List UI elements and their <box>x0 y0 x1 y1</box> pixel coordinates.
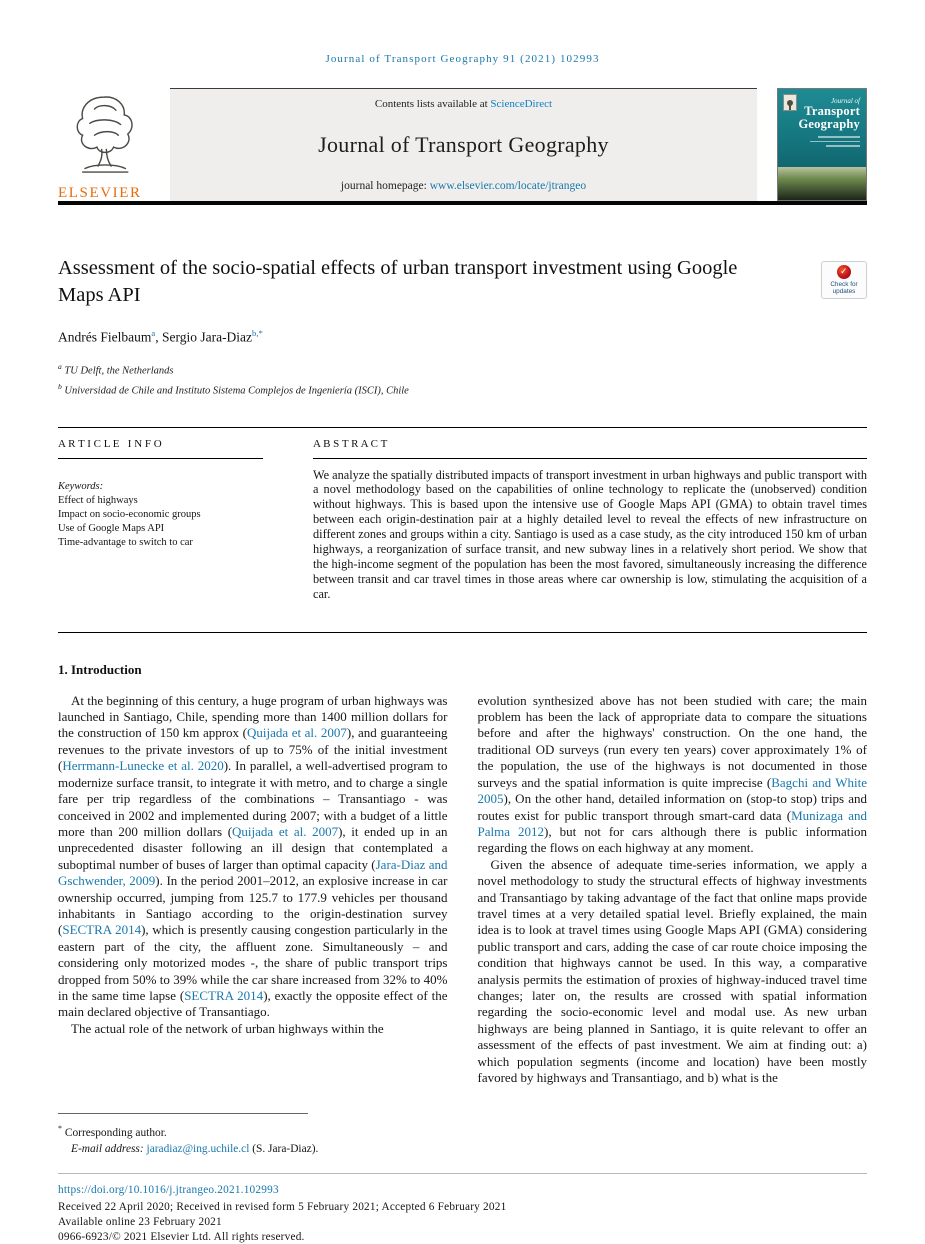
doi-link[interactable]: https://doi.org/10.1016/j.jtrangeo.2021.102993 <box>58 1184 279 1197</box>
affiliation-text: TU Delft, the Netherlands <box>64 365 174 376</box>
journal-cover-thumbnail <box>777 88 867 201</box>
contents-prefix: Contents lists available at <box>374 98 488 110</box>
homepage-link[interactable]: www.elsevier.com/locate/jtrangeo <box>429 180 587 192</box>
footnote-divider <box>58 1113 308 1114</box>
available-online: Available online 23 February 2021 <box>58 1216 222 1229</box>
article-info-column <box>58 436 263 602</box>
left-paragraphs <box>58 693 448 1038</box>
citation-link[interactable]: Quijada et al. 2007 <box>246 725 347 741</box>
corresponding-text: Corresponding author. <box>64 1127 167 1140</box>
paragraph <box>478 857 868 1087</box>
cover-title-line1: Transport <box>804 104 860 118</box>
cover-kicker: Journal of <box>831 97 860 105</box>
abstract-column <box>313 436 867 602</box>
homepage-line <box>180 180 747 192</box>
paragraph <box>478 693 868 857</box>
keywords-label: Keywords: <box>58 480 104 492</box>
article-info-heading: A R T I C L E I N F O <box>58 436 263 459</box>
right-paragraphs <box>478 693 868 1087</box>
keyword-item: Effect of highways <box>58 494 138 506</box>
cover-editor-lines <box>798 136 860 147</box>
citation-link[interactable]: Munizaga and Palma 2012 <box>477 807 867 839</box>
corresponding-author-note <box>58 1121 867 1141</box>
affiliation <box>58 379 867 400</box>
email-label: E-mail address: <box>71 1142 144 1155</box>
paragraph <box>58 1021 448 1037</box>
text-segment: ), it ended up in an unprecedented disaster following an ill design that contemplated a suboptimal number of buses of larger than optimal capacity ( <box>58 823 448 872</box>
sciencedirect-link[interactable]: ScienceDirect <box>490 98 553 110</box>
citation-link[interactable]: SECTRA 2014 <box>184 987 264 1003</box>
copyright-line: 0966-6923/© 2021 Elsevier Ltd. All rights reserved. <box>58 1231 305 1244</box>
email-suffix: (S. Jara-Diaz). <box>252 1142 319 1155</box>
email-link[interactable]: jaradiaz@ing.uchile.cl <box>146 1142 250 1155</box>
cover-photo <box>778 167 866 200</box>
journal-cover-column <box>777 88 867 201</box>
citation-link[interactable]: Quijada et al. 2007 <box>232 823 339 839</box>
section-heading-introduction: 1. Introduction <box>58 661 142 677</box>
keyword-item: Impact on socio-economic groups <box>58 508 201 520</box>
received-dates: Received 22 April 2020; Received in revised form 5 February 2021; Accepted 6 February 2021 <box>58 1201 507 1214</box>
text-segment: ), but not for cars although there is public information regarding the flows on each highway at any moment. <box>477 823 868 856</box>
journal-title: Journal of Transport Geography <box>318 132 609 157</box>
abstract-heading: A B S T R A C T <box>313 436 867 459</box>
text-segment: ), exactly the opposite effect of the main declared objective of Transantiago. <box>58 987 448 1020</box>
author-name: Andrés Fielbaum <box>58 329 152 345</box>
journal-citation: Journal of Transport Geography 91 (2021) 102993 <box>325 53 600 65</box>
text-segment: ). In the period 2001–2012, an explosive increase in car ownership occurred, jumping from 125.7 to 177.9 vehicles per thousand inhabitants in Santiago according to the origin-destination survey ( <box>58 873 448 938</box>
check-for-updates-badge[interactable] <box>821 261 867 299</box>
author-separator: , <box>155 329 162 345</box>
email-line <box>58 1142 867 1158</box>
body-left-column <box>58 662 448 1087</box>
affiliation <box>58 359 867 380</box>
text-segment: evolution synthesized above has not been studied with care; the main problem has been the lack of appropriate data to compare the situations before and after the highways' construction. On the one hand, the traditional OD surveys (run every ten years) cover approximately 1% of the population, the use of the highways is not documented in those surveys and the spatial information is quite imprecise ( <box>477 692 867 790</box>
citation-link[interactable]: Herrmann-Lunecke et al. 2020 <box>62 758 224 774</box>
article-info-abstract-section <box>58 427 867 633</box>
journal-header-box <box>170 88 757 201</box>
authors-line <box>58 328 867 346</box>
journal-header <box>58 88 867 201</box>
citation-link[interactable]: Bagchi and White 2005 <box>477 774 867 807</box>
abstract-text: We analyze the spatially distributed impacts of transport investment in urban highways and public transport with a novel methodology based on the capabilities of online technology to replicate the (unobserved) condition without highways. This is based upon the intensive use of Google Maps API (GMA) to obtain travel times between each origin-destination pair at a highly detailed level to reveal the effects of new infrastructure on different zones and groups within a city. Santiago is used as a case study, as the city introduced 150 km of urban highways, a reorganization of surface transit, and new subway lines in a relatively short period. We show that the high-income segment of the population has been the most favored, simultaneously increasing the difference between transit and car travel times in those areas where car ownership is low, stimulating the acquisition of a car. <box>313 467 867 601</box>
text-segment: ). In parallel, a well-advertised program to modernize surface transit, to integrate it with metro, and to charge a single fare per trip regardless of the combinations – Transantiago - was conceived in 2002 and implemented during 2007; with a budget of a little more than 200 million dollars ( <box>58 758 448 839</box>
text-segment: Given the absence of adequate time-series information, we apply a novel methodology to study the structural effects of highway investments and Transantiago by taking advantage of the fact that online maps provide travel times at a very detailed spatial level. Briefly explained, the main idea is to look at travel times using Google Maps API (GMA) considering public transport and cars, adding the case of car route choice imposing the condition that highways cannot be used. In this way, a comparative analysis permits the estimation of proxies of highway-induced travel time changes; later on, the results are crossed with spatial information regarding the socio-economic level and modal use. As new urban highways are being planned in Santiago, it is quite relevant to offer an assessment of the effects of past investment. We aim at finding out: a) which population segments (income and location) have been mostly favored by highways and Transantiago, and b) what is the <box>477 856 867 1085</box>
title-row <box>58 255 867 309</box>
affiliations <box>58 359 867 400</box>
paragraph <box>58 693 448 1021</box>
elsevier-wordmark: ELSEVIER <box>58 185 142 201</box>
cover-elsevier-mini-logo-icon <box>783 94 797 111</box>
body-right-column <box>478 662 868 1087</box>
asterisk-marker: * <box>58 1124 62 1134</box>
text-segment: The actual role of the network of urban highways within the <box>71 1020 384 1036</box>
article-body <box>58 662 867 1087</box>
citation-link[interactable]: Jara-Diaz and Gschwender, 2009 <box>58 856 448 889</box>
text-segment: ), which is presently causing congestion particularly in the eastern part of the city, the affluent zone. Simultaneously – and considering only motorized modes -, the share of public transport trips dropped from 50% to 39% while the car share increased from 32% to 40% in the same time lapse ( <box>58 922 448 1003</box>
author-name: Sergio Jara-Diaz <box>161 329 253 345</box>
affiliation-sup: b <box>58 382 62 391</box>
homepage-prefix: journal homepage: <box>340 180 427 192</box>
cover-titles <box>798 97 860 147</box>
crossmark-icon <box>837 265 851 279</box>
citation-link[interactable]: SECTRA 2014 <box>62 922 142 938</box>
contents-line <box>180 98 747 110</box>
article-title: Assessment of the socio-spatial effects of urban transport investment using Google Maps API <box>58 257 738 306</box>
cover-title-line2: Geography <box>798 117 860 131</box>
author-affiliation-sup[interactable]: a <box>151 328 156 338</box>
elsevier-tree-icon <box>58 90 146 178</box>
text-segment: ), and guaranteeing revenues to the private investors of up to 75% of the initial investment ( <box>58 725 448 774</box>
affiliation-text: Universidad de Chile and Instituto Sistema Complejos de Ingeniería (ISCI), Chile <box>64 385 409 397</box>
text-segment: At the beginning of this century, a huge program of urban highways was launched in Santiago, Chile, spending more than 1400 million dollars for the construction of 150 km approx ( <box>58 692 448 741</box>
keyword-item: Use of Google Maps API <box>58 522 165 534</box>
author-affiliation-sup[interactable]: b,* <box>252 328 263 338</box>
header-divider <box>58 201 867 205</box>
keyword-item: Time-advantage to switch to car <box>58 536 193 548</box>
text-segment: ), On the other hand, detailed information on (stop-to stop) trips and routes exist for public transport through smart-card data ( <box>477 791 867 823</box>
elsevier-logo <box>58 88 170 201</box>
affiliation-sup: a <box>58 361 62 371</box>
footnotes <box>58 1121 867 1157</box>
check-for-updates-label: Check for updates <box>830 281 858 295</box>
